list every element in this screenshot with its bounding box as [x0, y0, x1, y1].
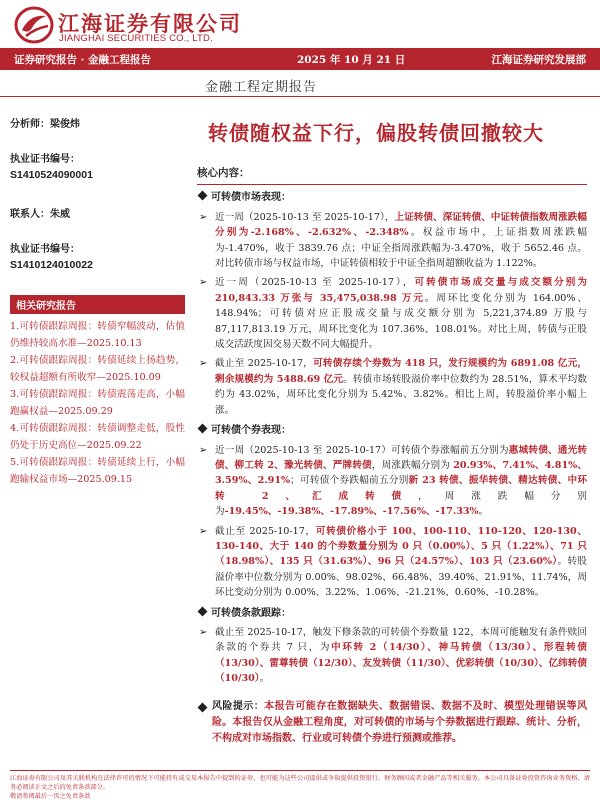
diamond-bullet-icon: [198, 606, 208, 616]
core-content-heading: 核心内容：: [197, 166, 587, 185]
related-report-link[interactable]: 5.可转债跟踪周报：转债延续上行，小幅跑输权益市场—2025.09.15: [10, 457, 185, 485]
core-content: [197, 166, 587, 747]
contact-name: 联系人：朱威: [10, 209, 70, 220]
list-item: ➢ 截止至 2025-10-17，可转债价格小于 100、100-110、110-120、120-130、130-140、大于 140 的个券数量分别为 0 只（0.00%）、5 只（1.22%）、71 只（18.98%）、135 只（31.63%）、96 只（24.57%）、103 只（23.60%）。转股溢价率中位数分别为 0.00%、98.02%、66.48%、39.40%、21.91%、11.74%，周环比变动分别为 0.00%、3.22%、1.06%、-21.21%、0.60%、-10.28%。: [199, 525, 587, 599]
arrow-bullet-icon: ➢: [199, 277, 208, 289]
section-heading-bonds: 可转债个券表现：: [197, 423, 587, 438]
diamond-bullet-icon: [198, 191, 208, 201]
list-item: ➢ 近一周（2025-10-13 至 2025-10-17），上证转债、深证转债、中证转债指数周涨跌幅分别为-2.168%、-2.632%、-2.348%。权益市场中，上证指数周涨跌幅为-1.470%，收于 3839.76 点；中证全指周涨跌幅为-3.470%，收于 5652.46 点。对比转债市场与权益市场，中证转债相较于中证全指周超额收益为 1.122%。: [199, 211, 588, 270]
analyst-name: 分析师：梁俊炜: [10, 119, 80, 130]
related-report-link[interactable]: 2.可转债跟踪周报：转债延续上扬趋势，较权益超额有所收窄—2025.10.09: [10, 355, 185, 383]
list-item: ➢ 截止至 2025-10-17，触发下修条款的可转债个券数量 122，本周可能触发有条件赎回条款的个券共 7 只，为中环转 2（14/30）、神马转债（13/30）、形程转债（13/30）、雷尊转债（12/30）、友发转债（11/30）、优彩转债（10/30）、亿纬转债（10/30）。: [199, 626, 587, 685]
company-name-cn: 江海证券有限公司: [58, 11, 242, 36]
arrow-bullet-icon: ➢: [199, 626, 208, 638]
department-name: 江海证券研究发展部: [491, 54, 586, 66]
related-report-link[interactable]: 4.可转债跟踪周报：转债调整走低，股性仍处于历史高位—2025.09.22: [10, 423, 185, 451]
arrow-bullet-icon: ➢: [199, 525, 208, 537]
cert-label-1: 执业证书编号：: [10, 154, 80, 165]
arrow-bullet-icon: ➢: [199, 444, 208, 456]
footer-disclaimer-note: 敬请参阅最后一页之免责条款: [10, 793, 91, 800]
report-category: 证券研究报告 · 金融工程报告: [14, 54, 151, 66]
related-reports-list: [10, 318, 185, 488]
footer-divider: [10, 770, 590, 771]
company-logo-icon: [14, 6, 54, 44]
related-report-link[interactable]: 3.可转债跟踪周报：转债震荡走高，小幅跑赢权益—2025.09.29: [10, 389, 185, 417]
diamond-bullet-icon: [198, 702, 208, 712]
header-band: [0, 48, 600, 70]
footer-disclaimer: [10, 774, 590, 800]
footer-disclaimer-text: 江海证券有限公司及其关联机构在法律许可的情况下可能持有或交易本报告中提到的证券，也可能为这些公司提供或争取提供投资银行、财务顾问或者金融产品等相关服务。本公司具备证券投资咨询业务资格，请务必阅读正文之后的免责条款部分。: [10, 775, 590, 791]
diamond-bullet-icon: [198, 424, 208, 434]
related-reports-heading: 相关研究报告: [10, 295, 185, 314]
list-item: ➢ 近一周（2025-10-13 至 2025-10-17），可转债市场成交量与成交额分别为 210,843.33 万张与 35,475,038.98 万元。周环比变化分别为 164.00%、148.94%；可转债对应正股成交量与成交额分别为 5,221,374.89 万股与 87,117,813.19 万元，周环比变化为 107.36%、108.01%。对比上周，转债与正股成交活跃度因交易天数不同大幅提升。: [199, 277, 587, 351]
report-title: 转债随权益下行，偏股转债回撤较大: [208, 121, 544, 145]
arrow-bullet-icon: ➢: [199, 211, 208, 223]
cert-label-2: 执业证书编号：: [10, 244, 80, 255]
report-date: 2025 年 10 月 21 日: [297, 54, 406, 66]
cert-number-2: S1410124010022: [10, 259, 93, 271]
risk-warning: 风险提示：本报告可能存在数据缺失、数据错误、数据不及时、模型处理错误等风险。本报告仅从金融工程角度，对可转债的市场与个券数据进行跟踪、统计、分析，不构成对市场指数、行业或可转债个券进行预测或推荐。: [197, 699, 587, 747]
list-item: ➢ 截止至 2025-10-17，可转债存续个券数为 418 只，发行规模约为 6891.08 亿元，剩余规模约为 5488.69 亿元。转债市场转股溢价率中位数约为 28.51%，算术平均数约为 43.02%，周环比变化分别为 5.42%、3.82%。相比上周，转股溢价率小幅上涨。: [199, 358, 587, 416]
list-item: ➢ 近一周（2025-10-13 至 2025-10-17）可转债个券涨幅前五分别为惠城转债、通光转债、柳工转 2、豫光转债、严牌转债，周涨跌幅分别为 20.93%、7.41%、4.81%、3.59%、2.91%；可转债个券跌幅前五分别新 23 转债、振华转债、精达转债、中环转 2、汇成转债，周涨跌幅分别为-19.45%、-19.38%、-17.89%、-17.56%、-17.33%。: [199, 444, 588, 518]
cert-number-1: S1410524090001: [10, 169, 93, 181]
header-divider: [0, 96, 600, 97]
section-heading-clauses: 可转债条款跟踪：: [197, 606, 587, 621]
sidebar: [10, 115, 185, 488]
report-type: 金融工程定期报告: [205, 80, 318, 95]
arrow-bullet-icon: ➢: [199, 358, 208, 370]
company-name-en: JIANGHAI SECURITIES CO., LTD.: [59, 33, 213, 44]
section-heading-market: 可转债市场表现：: [197, 190, 587, 205]
related-report-link[interactable]: 1.可转债跟踪周报：转债窄幅波动，估值仍维持较高水准—2025.10.13: [10, 321, 185, 349]
company-logo: [14, 6, 244, 46]
